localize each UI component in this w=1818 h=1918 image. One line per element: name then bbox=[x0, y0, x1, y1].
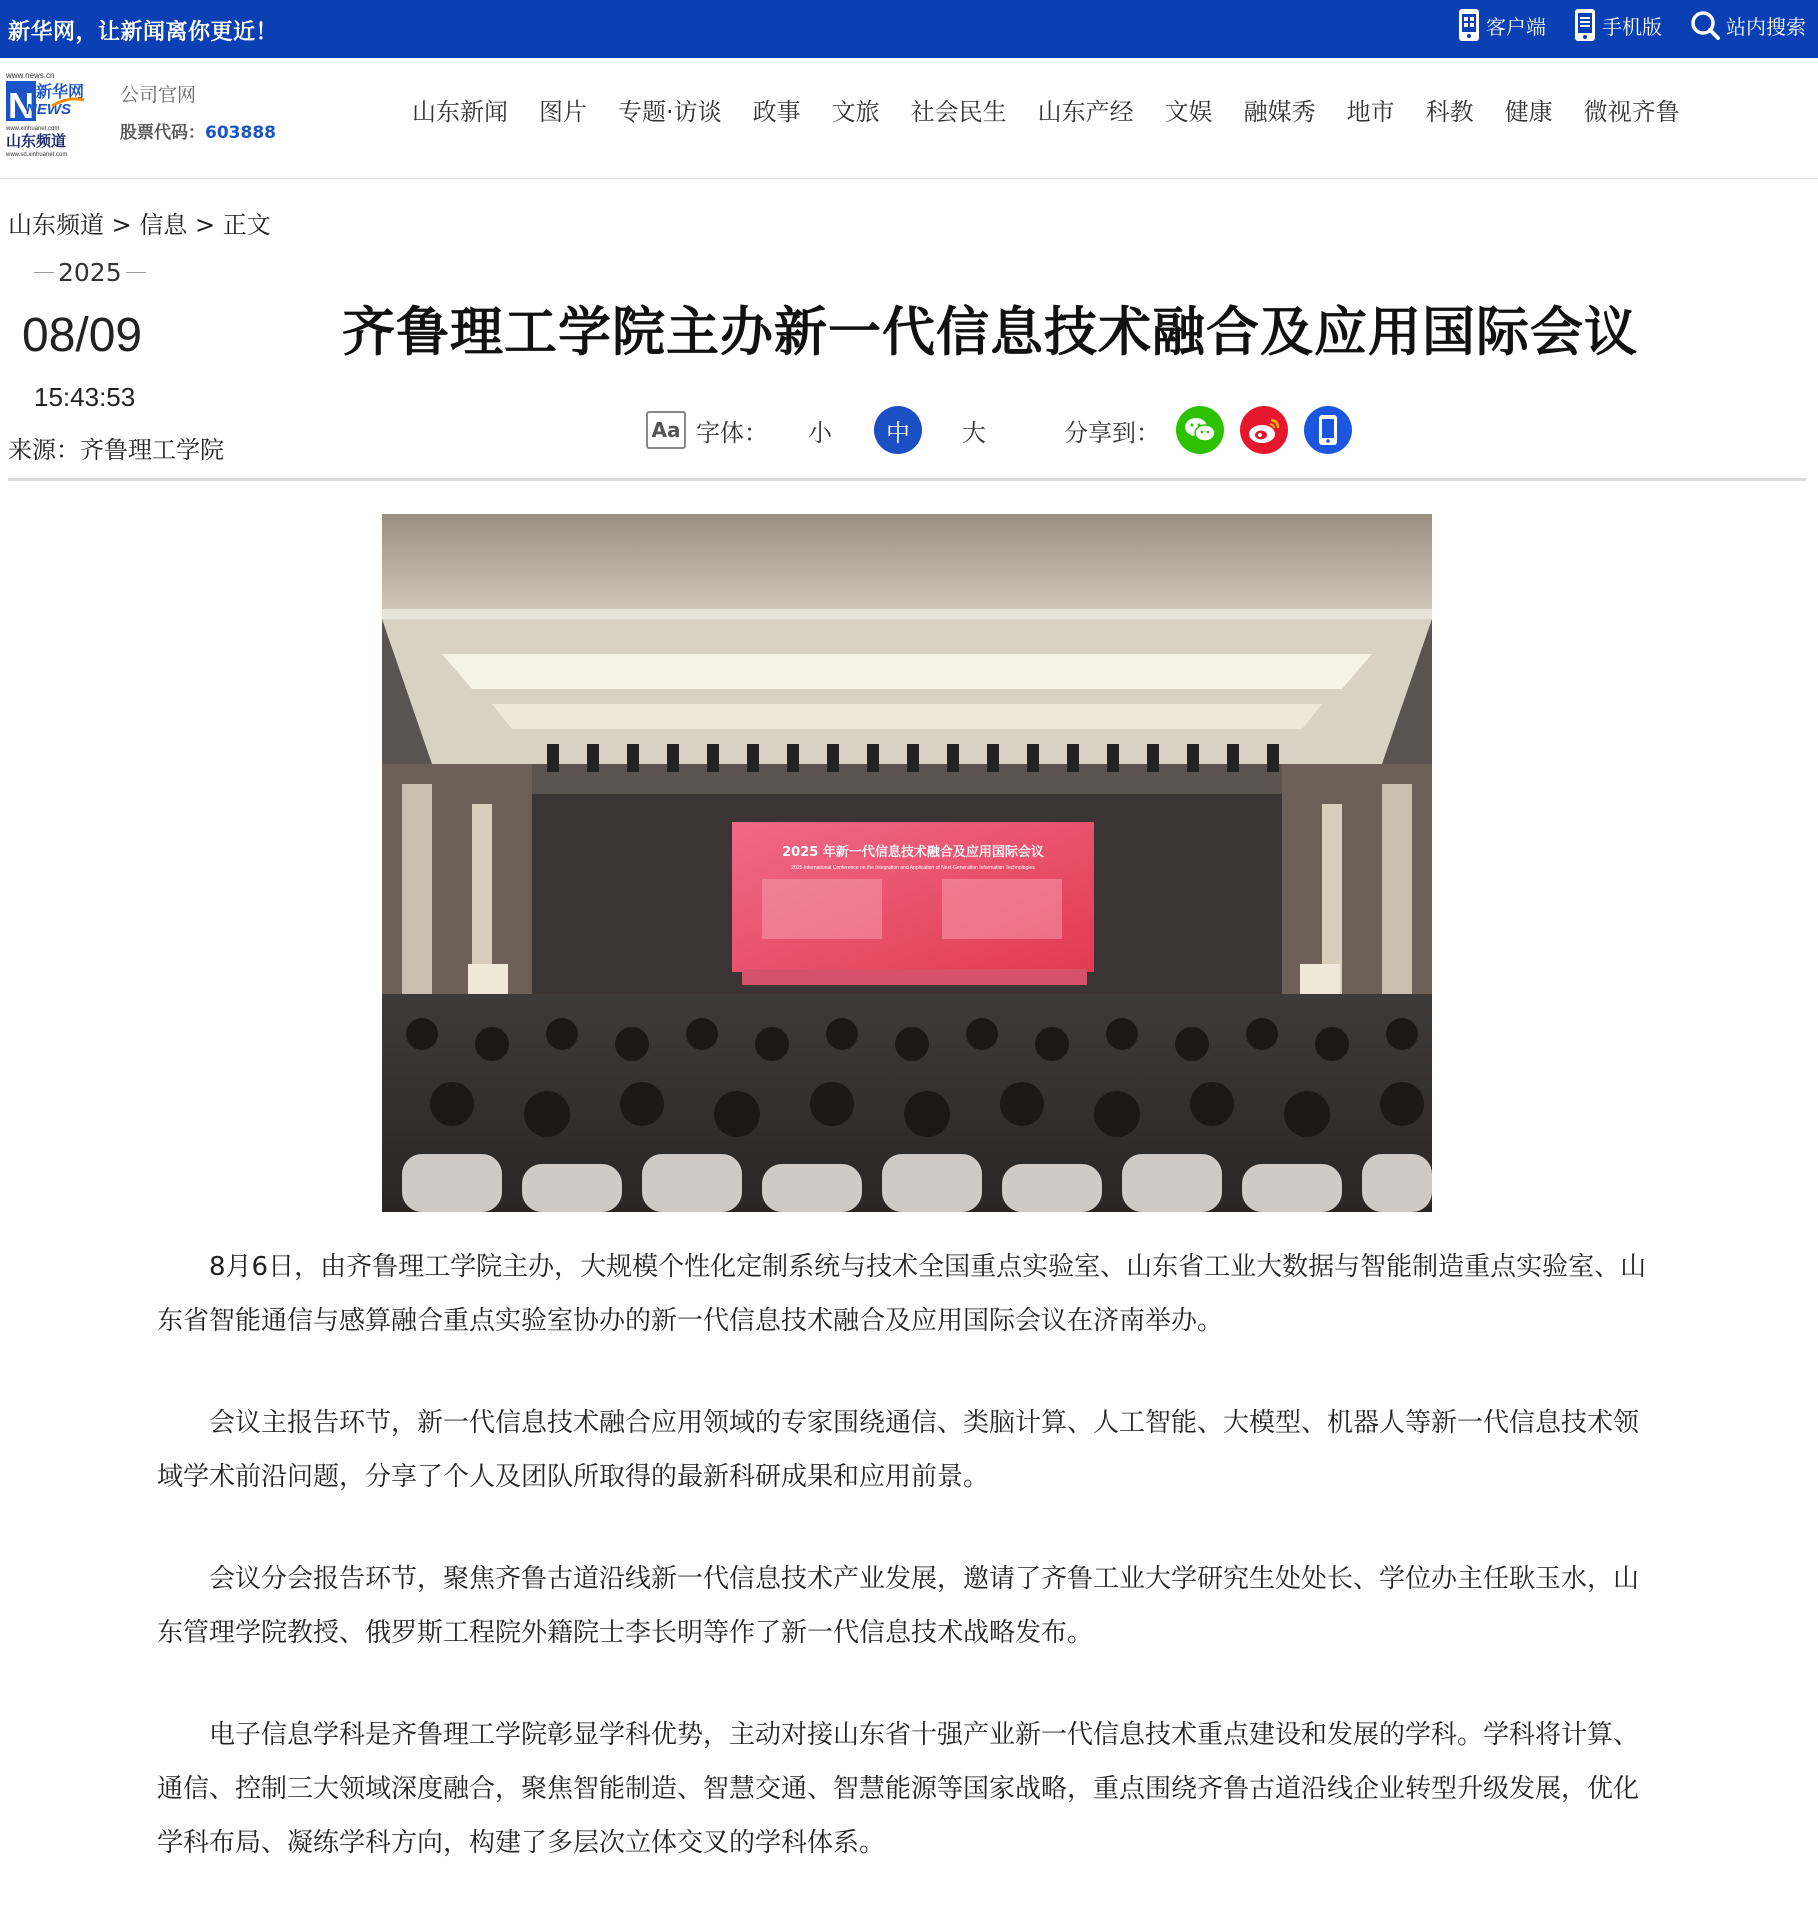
publish-time: 15:43:53 bbox=[34, 382, 136, 412]
nav-item-culture-tourism[interactable]: 文旅 bbox=[831, 98, 880, 126]
nav-item-entertainment[interactable]: 文娱 bbox=[1164, 98, 1213, 126]
header-divider bbox=[8, 478, 1806, 481]
logo-url-bottom: www.sd.xinhuanet.com bbox=[6, 152, 68, 158]
article-body bbox=[157, 1240, 1647, 1918]
breadcrumb-separator: > bbox=[195, 211, 216, 239]
article-paragraph: 会议分会报告环节，聚焦齐鲁古道沿线新一代信息技术产业发展，邀请了齐鲁工业大学研究生处处长、学位办主任耿玉水，山东管理学院教授、俄罗斯工程院外籍院士李长明等作了新一代信息技术战略发布。 bbox=[157, 1564, 1640, 1648]
share-weibo-button[interactable] bbox=[1240, 406, 1288, 454]
article-title: 齐鲁理工学院主办新一代信息技术融合及应用国际会议 bbox=[342, 302, 1638, 363]
wechat-icon bbox=[1183, 415, 1217, 445]
site-search-link[interactable] bbox=[1690, 10, 1806, 40]
site-slogan: 新华网，让新闻离你更近！ bbox=[8, 20, 279, 45]
weibo-icon bbox=[1247, 415, 1281, 445]
share-label: 分享到： bbox=[1064, 418, 1160, 447]
top-bar bbox=[0, 0, 1818, 58]
publish-year-text: 2025 bbox=[58, 258, 122, 287]
font-size-label: 字体： bbox=[696, 418, 768, 447]
nav-item-cities[interactable]: 地市 bbox=[1346, 98, 1395, 126]
stock-label: 股票代码： bbox=[120, 123, 205, 143]
font-size-medium-button[interactable]: 中 bbox=[874, 406, 922, 454]
svg-text:N: N bbox=[8, 85, 34, 126]
stock-code bbox=[120, 118, 276, 143]
nav-item-media-show[interactable]: 融媒秀 bbox=[1243, 98, 1316, 126]
site-header bbox=[0, 58, 1818, 179]
font-size-small-button[interactable]: 小 bbox=[808, 418, 832, 447]
client-app-link[interactable] bbox=[1458, 8, 1546, 42]
company-official-link[interactable]: 公司官网 bbox=[120, 84, 197, 106]
logo-url-mid: www.xinhuanet.com bbox=[6, 126, 60, 132]
mobile-version-label: 手机版 bbox=[1602, 14, 1662, 39]
nav-item-shandong-news[interactable]: 山东新闻 bbox=[412, 98, 508, 126]
nav-item-society[interactable]: 社会民生 bbox=[910, 98, 1007, 126]
nav-item-economy[interactable]: 山东产经 bbox=[1037, 98, 1134, 126]
article-paragraph: 电子信息学科是齐鲁理工学院彰显学科优势，主动对接山东省十强产业新一代信息技术重点建设和发展的学科。学科将计算、通信、控制三大领域深度融合，聚焦智能制造、智慧交通、智慧能源等国家战略，重点围绕齐鲁古道沿线企业转型升级发展，优化学科布局、凝练学科方向，构建了多层次立体交叉的学科体系。 bbox=[157, 1720, 1640, 1858]
breadcrumb-current: 正文 bbox=[222, 211, 271, 239]
logo-news-text: NEWS bbox=[26, 101, 71, 118]
breadcrumb-info[interactable]: 信息 bbox=[139, 211, 188, 239]
conference-photo bbox=[382, 514, 1432, 1212]
screen-title-en: 2025 International Conference on the Integration and Application of Next-Generation Information Technologies bbox=[791, 865, 1035, 871]
nav-item-pictures[interactable]: 图片 bbox=[539, 98, 587, 126]
publish-month-day: 08/09 bbox=[22, 309, 143, 362]
stock-code-value[interactable]: 603888 bbox=[205, 123, 276, 143]
phone-share-icon bbox=[1316, 414, 1340, 446]
publish-year bbox=[30, 258, 150, 287]
font-size-large-button[interactable]: 大 bbox=[962, 418, 986, 447]
article-tools bbox=[646, 402, 1352, 458]
nav-item-politics[interactable]: 政事 bbox=[752, 98, 801, 126]
site-search-label: 站内搜索 bbox=[1726, 14, 1806, 39]
mobile-version-link[interactable] bbox=[1574, 8, 1662, 42]
share-wechat-button[interactable] bbox=[1176, 406, 1224, 454]
nav-item-specials-interviews[interactable]: 专题·访谈 bbox=[618, 98, 722, 126]
main-nav bbox=[412, 92, 1711, 127]
xinhua-shandong-logo[interactable] bbox=[6, 70, 88, 162]
breadcrumb-separator: > bbox=[111, 211, 132, 239]
breadcrumb bbox=[8, 205, 271, 240]
mobile-phone-icon bbox=[1574, 8, 1596, 42]
share-mobile-button[interactable] bbox=[1304, 406, 1352, 454]
top-links bbox=[1430, 8, 1806, 42]
nav-item-sci-edu[interactable]: 科教 bbox=[1425, 98, 1474, 126]
client-app-label: 客户端 bbox=[1486, 14, 1546, 39]
article-source: 来源：齐鲁理工学院 bbox=[8, 436, 224, 464]
article-paragraph: 8月6日，由齐鲁理工学院主办，大规模个性化定制系统与技术全国重点实验室、山东省工业大数据与智能制造重点实验室、山东省智能通信与感算融合重点实验室协办的新一代信息技术融合及应用国际会议在济南举办。 bbox=[157, 1252, 1647, 1336]
breadcrumb-channel[interactable]: 山东频道 bbox=[8, 211, 104, 239]
screen-title-cn: 2025 年新一代信息技术融合及应用国际会议 bbox=[782, 845, 1044, 860]
nav-item-micro-video[interactable]: 微视齐鲁 bbox=[1583, 98, 1680, 126]
article-paragraph: 会议主报告环节，新一代信息技术融合应用领域的专家围绕通信、类脑计算、人工智能、大模型、机器人等新一代信息技术领域学术前沿问题，分享了个人及团队所取得的最新科研成果和应用前景。 bbox=[157, 1408, 1640, 1492]
search-icon bbox=[1690, 10, 1720, 40]
logo-xinhua-text: 新华网 bbox=[36, 82, 85, 101]
logo-url-top: www.news.cn bbox=[6, 71, 55, 80]
logo-channel-text: 山东频道 bbox=[6, 132, 67, 150]
app-client-icon bbox=[1458, 8, 1480, 42]
nav-item-health[interactable]: 健康 bbox=[1504, 98, 1553, 126]
font-size-icon: Aa bbox=[646, 411, 686, 449]
